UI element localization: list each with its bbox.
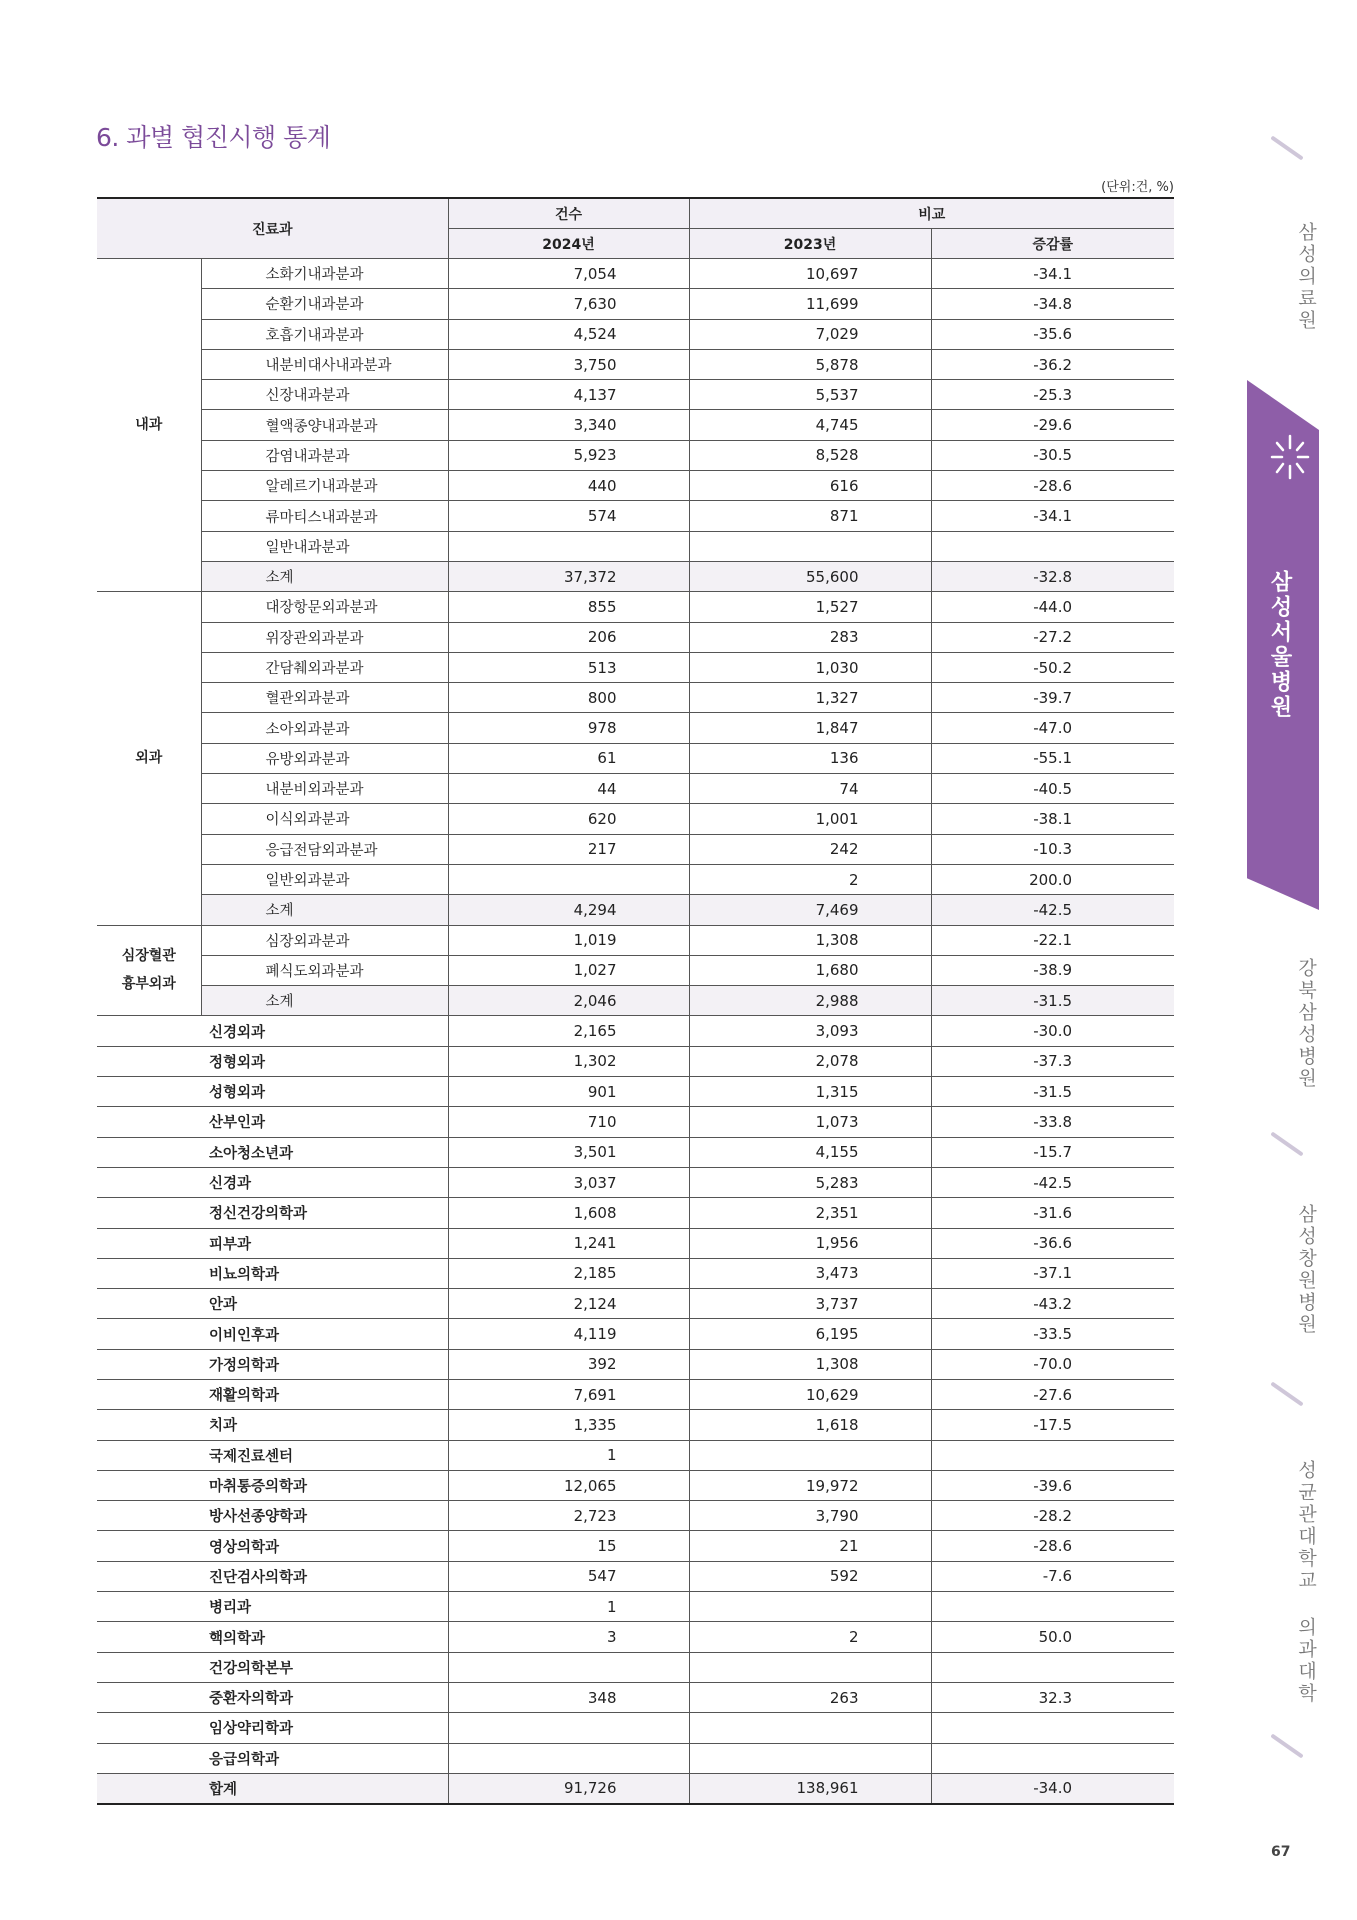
dept-name: 신경외과 <box>97 1016 448 1046</box>
change-rate: -27.6 <box>931 1379 1174 1409</box>
dept-name: 진단검사의학과 <box>97 1561 448 1591</box>
table-row <box>97 864 1174 894</box>
sub-dept-name: 일반내과분과 <box>201 531 448 561</box>
change-rate: -31.6 <box>931 1198 1174 1228</box>
sub-dept-name: 류마티스내과분과 <box>201 501 448 531</box>
group-label-line: 심장혈관 <box>121 948 176 965</box>
count-2023: 1,030 <box>689 652 931 682</box>
sparkle-icon <box>1270 432 1310 484</box>
change-rate: 200.0 <box>931 864 1174 894</box>
sub-dept-name: 심장외과분과 <box>201 925 448 955</box>
count-2024: 855 <box>448 592 689 622</box>
table-row <box>97 743 1174 773</box>
sub-dept-name: 소계 <box>201 986 448 1016</box>
count-2023: 2 <box>689 1622 931 1652</box>
count-2024 <box>448 1743 689 1773</box>
dept-name: 가정의학과 <box>97 1349 448 1379</box>
dept-name: 이비인후과 <box>97 1319 448 1349</box>
table-row <box>97 561 1174 591</box>
count-2024: 37,372 <box>448 561 689 591</box>
dept-name: 산부인과 <box>97 1107 448 1137</box>
change-rate: -33.8 <box>931 1107 1174 1137</box>
table-row <box>97 713 1174 743</box>
sub-dept-name: 이식외과분과 <box>201 804 448 834</box>
count-2024: 574 <box>448 501 689 531</box>
table-row <box>97 1379 1174 1409</box>
change-rate: -35.6 <box>931 319 1174 349</box>
change-rate: -70.0 <box>931 1349 1174 1379</box>
sub-dept-name: 일반외과분과 <box>201 864 448 894</box>
count-2023 <box>689 1440 931 1470</box>
sub-dept-name: 간담췌외과분과 <box>201 652 448 682</box>
group-label-line: 내과 <box>135 417 163 434</box>
dept-name: 임상약리학과 <box>97 1713 448 1743</box>
count-2023 <box>689 1713 931 1743</box>
count-2023: 1,327 <box>689 683 931 713</box>
table-row <box>97 1682 1174 1712</box>
group-label-line: 외과 <box>135 750 163 767</box>
change-rate: -28.6 <box>931 1531 1174 1561</box>
dept-name: 마취통증의학과 <box>97 1470 448 1500</box>
table-row <box>97 1016 1174 1046</box>
count-2023: 1,680 <box>689 955 931 985</box>
table-row <box>97 349 1174 379</box>
sub-dept-name: 호흡기내과분과 <box>201 319 448 349</box>
change-rate <box>931 1592 1174 1622</box>
change-rate: -42.5 <box>931 1167 1174 1197</box>
change-rate: -39.6 <box>931 1470 1174 1500</box>
count-2023: 4,745 <box>689 410 931 440</box>
change-rate: 50.0 <box>931 1622 1174 1652</box>
count-2023: 11,699 <box>689 289 931 319</box>
sub-dept-name: 소계 <box>201 895 448 925</box>
count-2024: 2,185 <box>448 1258 689 1288</box>
count-2024: 978 <box>448 713 689 743</box>
table-row <box>97 986 1174 1016</box>
sub-dept-name: 신장내과분과 <box>201 380 448 410</box>
count-2023: 6,195 <box>689 1319 931 1349</box>
change-rate: -28.6 <box>931 471 1174 501</box>
change-rate <box>931 1743 1174 1773</box>
side-tab-0[interactable]: 삼성의료원 <box>1295 222 1317 332</box>
dept-name: 영상의학과 <box>97 1531 448 1561</box>
sub-dept-name: 내분비외과분과 <box>201 774 448 804</box>
count-2023: 2 <box>689 864 931 894</box>
count-2023: 3,473 <box>689 1258 931 1288</box>
sub-dept-name: 혈관외과분과 <box>201 683 448 713</box>
table-row <box>97 1410 1174 1440</box>
dept-name: 피부과 <box>97 1228 448 1258</box>
header-2023: 2023년 <box>689 229 931 259</box>
table-row <box>97 259 1174 289</box>
table-row <box>97 1137 1174 1167</box>
table-row <box>97 652 1174 682</box>
change-rate <box>931 531 1174 561</box>
table-row <box>97 531 1174 561</box>
table-row <box>97 319 1174 349</box>
header-2024: 2024년 <box>448 229 689 259</box>
sub-dept-name: 혈액종양내과분과 <box>201 410 448 440</box>
unit-note: (단위:건, %) <box>1101 180 1174 195</box>
change-rate: -34.1 <box>931 501 1174 531</box>
count-2024: 4,524 <box>448 319 689 349</box>
change-rate: -27.2 <box>931 622 1174 652</box>
count-2024: 5,923 <box>448 440 689 470</box>
count-2023: 10,629 <box>689 1379 931 1409</box>
count-2023: 3,093 <box>689 1016 931 1046</box>
change-rate: -15.7 <box>931 1137 1174 1167</box>
count-2023: 1,527 <box>689 592 931 622</box>
change-rate: -36.2 <box>931 349 1174 379</box>
side-tab-4[interactable]: 성균관대학교 의과대학 <box>1295 1460 1317 1705</box>
sub-dept-name: 감염내과분과 <box>201 440 448 470</box>
change-rate: -33.5 <box>931 1319 1174 1349</box>
count-2024: 7,054 <box>448 259 689 289</box>
stats-table <box>97 197 1174 1805</box>
dept-name: 병리과 <box>97 1592 448 1622</box>
change-rate: -40.5 <box>931 774 1174 804</box>
count-2024: 4,294 <box>448 895 689 925</box>
header-count: 건수 <box>448 198 689 229</box>
count-2023: 55,600 <box>689 561 931 591</box>
count-2023: 5,283 <box>689 1167 931 1197</box>
count-2024: 3,340 <box>448 410 689 440</box>
count-2023: 2,988 <box>689 986 931 1016</box>
group-label <box>97 592 201 925</box>
change-rate: -22.1 <box>931 925 1174 955</box>
count-2024: 2,046 <box>448 986 689 1016</box>
count-2024: 1,335 <box>448 1410 689 1440</box>
count-2023: 1,618 <box>689 1410 931 1440</box>
count-2023 <box>689 1743 931 1773</box>
count-2024: 1,027 <box>448 955 689 985</box>
count-2024 <box>448 531 689 561</box>
table-row <box>97 1289 1174 1319</box>
dept-name: 국제진료센터 <box>97 1440 448 1470</box>
count-2024: 2,165 <box>448 1016 689 1046</box>
table-row <box>97 1622 1174 1652</box>
dept-name: 소아청소년과 <box>97 1137 448 1167</box>
sub-dept-name: 폐식도외과분과 <box>201 955 448 985</box>
table-row <box>97 1470 1174 1500</box>
count-2023: 3,790 <box>689 1501 931 1531</box>
table-row <box>97 925 1174 955</box>
dept-name: 신경과 <box>97 1167 448 1197</box>
side-tab-2[interactable]: 강북삼성병원 <box>1295 958 1317 1090</box>
count-2024: 61 <box>448 743 689 773</box>
change-rate: -34.8 <box>931 289 1174 319</box>
total-rate: -34.0 <box>931 1773 1174 1804</box>
count-2024 <box>448 864 689 894</box>
table-row <box>97 774 1174 804</box>
change-rate: -34.1 <box>931 259 1174 289</box>
table-row <box>97 1531 1174 1561</box>
dept-name: 비뇨의학과 <box>97 1258 448 1288</box>
change-rate: -43.2 <box>931 1289 1174 1319</box>
count-2023: 283 <box>689 622 931 652</box>
count-2023: 5,878 <box>689 349 931 379</box>
table-row <box>97 1561 1174 1591</box>
count-2024: 15 <box>448 1531 689 1561</box>
table-row <box>97 501 1174 531</box>
count-2024: 1,302 <box>448 1046 689 1076</box>
table-row <box>97 622 1174 652</box>
table-row <box>97 1440 1174 1470</box>
table-row <box>97 1319 1174 1349</box>
count-2024: 3,501 <box>448 1137 689 1167</box>
table-row <box>97 289 1174 319</box>
table-row <box>97 1198 1174 1228</box>
table-row <box>97 410 1174 440</box>
count-2023: 136 <box>689 743 931 773</box>
group-label-line: 흉부외과 <box>121 976 176 993</box>
count-2023 <box>689 531 931 561</box>
count-2024: 7,691 <box>448 1379 689 1409</box>
change-rate: -37.3 <box>931 1046 1174 1076</box>
dept-name: 성형외과 <box>97 1077 448 1107</box>
change-rate: -38.9 <box>931 955 1174 985</box>
divider-slash-icon <box>1270 135 1303 160</box>
count-2024: 4,119 <box>448 1319 689 1349</box>
sub-dept-name: 소아외과분과 <box>201 713 448 743</box>
change-rate: -29.6 <box>931 410 1174 440</box>
count-2023: 4,155 <box>689 1137 931 1167</box>
group-label <box>97 925 201 1016</box>
sub-dept-name: 순환기내과분과 <box>201 289 448 319</box>
count-2024: 7,630 <box>448 289 689 319</box>
count-2024: 392 <box>448 1349 689 1379</box>
table-row <box>97 440 1174 470</box>
count-2024: 620 <box>448 804 689 834</box>
change-rate: -17.5 <box>931 1410 1174 1440</box>
count-2024: 206 <box>448 622 689 652</box>
table-row <box>97 1228 1174 1258</box>
divider-slash-icon <box>1270 1733 1303 1758</box>
table-row <box>97 804 1174 834</box>
total-row <box>97 1773 1174 1804</box>
count-2024: 217 <box>448 834 689 864</box>
count-2023: 1,308 <box>689 925 931 955</box>
table-row <box>97 1501 1174 1531</box>
total-2023: 138,961 <box>689 1773 931 1804</box>
count-2024: 2,124 <box>448 1289 689 1319</box>
count-2023: 10,697 <box>689 259 931 289</box>
dept-name: 응급의학과 <box>97 1743 448 1773</box>
change-rate: -39.7 <box>931 683 1174 713</box>
count-2023: 871 <box>689 501 931 531</box>
table-row <box>97 1652 1174 1682</box>
total-label: 합계 <box>97 1773 448 1804</box>
table-row <box>97 683 1174 713</box>
sub-dept-name: 응급전담외과분과 <box>201 834 448 864</box>
sub-dept-name: 소계 <box>201 561 448 591</box>
count-2024: 901 <box>448 1077 689 1107</box>
change-rate <box>931 1652 1174 1682</box>
count-2023: 2,351 <box>689 1198 931 1228</box>
count-2023: 1,001 <box>689 804 931 834</box>
count-2023: 7,029 <box>689 319 931 349</box>
count-2024: 44 <box>448 774 689 804</box>
change-rate: -31.5 <box>931 986 1174 1016</box>
change-rate: -42.5 <box>931 895 1174 925</box>
count-2023: 3,737 <box>689 1289 931 1319</box>
dept-name: 재활의학과 <box>97 1379 448 1409</box>
count-2024: 1 <box>448 1440 689 1470</box>
count-2023: 1,308 <box>689 1349 931 1379</box>
count-2024: 4,137 <box>448 380 689 410</box>
count-2024: 800 <box>448 683 689 713</box>
count-2023: 616 <box>689 471 931 501</box>
change-rate: -30.5 <box>931 440 1174 470</box>
sub-dept-name: 유방외과분과 <box>201 743 448 773</box>
count-2024: 3,037 <box>448 1167 689 1197</box>
count-2023: 1,073 <box>689 1107 931 1137</box>
divider-slash-icon <box>1270 1381 1303 1406</box>
change-rate: 32.3 <box>931 1682 1174 1712</box>
change-rate: -7.6 <box>931 1561 1174 1591</box>
count-2023: 1,315 <box>689 1077 931 1107</box>
sub-dept-name: 위장관외과분과 <box>201 622 448 652</box>
dept-name: 정형외과 <box>97 1046 448 1076</box>
count-2023: 7,469 <box>689 895 931 925</box>
count-2023: 5,537 <box>689 380 931 410</box>
count-2023: 242 <box>689 834 931 864</box>
count-2024: 1,608 <box>448 1198 689 1228</box>
change-rate: -25.3 <box>931 380 1174 410</box>
count-2023: 21 <box>689 1531 931 1561</box>
table-row <box>97 471 1174 501</box>
change-rate: -32.8 <box>931 561 1174 591</box>
count-2024: 1,241 <box>448 1228 689 1258</box>
table-row <box>97 1077 1174 1107</box>
table-row <box>97 1713 1174 1743</box>
count-2024: 3,750 <box>448 349 689 379</box>
dept-name: 치과 <box>97 1410 448 1440</box>
count-2024 <box>448 1652 689 1682</box>
table-row <box>97 1258 1174 1288</box>
count-2024: 1,019 <box>448 925 689 955</box>
table-row <box>97 1046 1174 1076</box>
count-2023: 74 <box>689 774 931 804</box>
count-2024: 12,065 <box>448 1470 689 1500</box>
change-rate: -30.0 <box>931 1016 1174 1046</box>
count-2023: 19,972 <box>689 1470 931 1500</box>
change-rate: -10.3 <box>931 834 1174 864</box>
sub-dept-name: 소화기내과분과 <box>201 259 448 289</box>
count-2023: 263 <box>689 1682 931 1712</box>
count-2023: 8,528 <box>689 440 931 470</box>
table-row <box>97 592 1174 622</box>
count-2024 <box>448 1713 689 1743</box>
table-row <box>97 1107 1174 1137</box>
group-label <box>97 259 201 592</box>
count-2023 <box>689 1652 931 1682</box>
table-row <box>97 834 1174 864</box>
change-rate: -28.2 <box>931 1501 1174 1531</box>
count-2023: 2,078 <box>689 1046 931 1076</box>
header-rate: 증감률 <box>931 229 1174 259</box>
table-row <box>97 1167 1174 1197</box>
divider-slash-icon <box>1270 1131 1303 1156</box>
table-row <box>97 1743 1174 1773</box>
count-2024: 2,723 <box>448 1501 689 1531</box>
table-row <box>97 1349 1174 1379</box>
count-2023: 1,847 <box>689 713 931 743</box>
sub-dept-name: 알레르기내과분과 <box>201 471 448 501</box>
change-rate: -50.2 <box>931 652 1174 682</box>
side-tab-1[interactable]: 삼성서울병원 <box>1267 570 1292 720</box>
page-number: 67 <box>1271 1844 1291 1860</box>
change-rate: -55.1 <box>931 743 1174 773</box>
dept-name: 방사선종양학과 <box>97 1501 448 1531</box>
count-2024: 547 <box>448 1561 689 1591</box>
sub-dept-name: 대장항문외과분과 <box>201 592 448 622</box>
change-rate: -37.1 <box>931 1258 1174 1288</box>
header-dept: 진료과 <box>97 198 448 259</box>
table-row <box>97 380 1174 410</box>
table-row <box>97 1592 1174 1622</box>
count-2024: 1 <box>448 1592 689 1622</box>
dept-name: 핵의학과 <box>97 1622 448 1652</box>
count-2024: 710 <box>448 1107 689 1137</box>
count-2023: 592 <box>689 1561 931 1591</box>
count-2023 <box>689 1592 931 1622</box>
change-rate: -47.0 <box>931 713 1174 743</box>
table-row <box>97 955 1174 985</box>
change-rate: -36.6 <box>931 1228 1174 1258</box>
dept-name: 중환자의학과 <box>97 1682 448 1712</box>
count-2024: 513 <box>448 652 689 682</box>
change-rate: -31.5 <box>931 1077 1174 1107</box>
change-rate: -44.0 <box>931 592 1174 622</box>
change-rate <box>931 1713 1174 1743</box>
count-2024: 348 <box>448 1682 689 1712</box>
change-rate: -38.1 <box>931 804 1174 834</box>
sub-dept-name: 내분비대사내과분과 <box>201 349 448 379</box>
dept-name: 안과 <box>97 1289 448 1319</box>
count-2024: 3 <box>448 1622 689 1652</box>
dept-name: 건강의학본부 <box>97 1652 448 1682</box>
page-title: 6. 과별 협진시행 통계 <box>96 123 331 152</box>
count-2024: 440 <box>448 471 689 501</box>
total-2024: 91,726 <box>448 1773 689 1804</box>
change-rate <box>931 1440 1174 1470</box>
side-tab-3[interactable]: 삼성창원병원 <box>1295 1204 1317 1336</box>
header-compare: 비교 <box>689 198 1174 229</box>
table-row <box>97 895 1174 925</box>
count-2023: 1,956 <box>689 1228 931 1258</box>
dept-name: 정신건강의학과 <box>97 1198 448 1228</box>
